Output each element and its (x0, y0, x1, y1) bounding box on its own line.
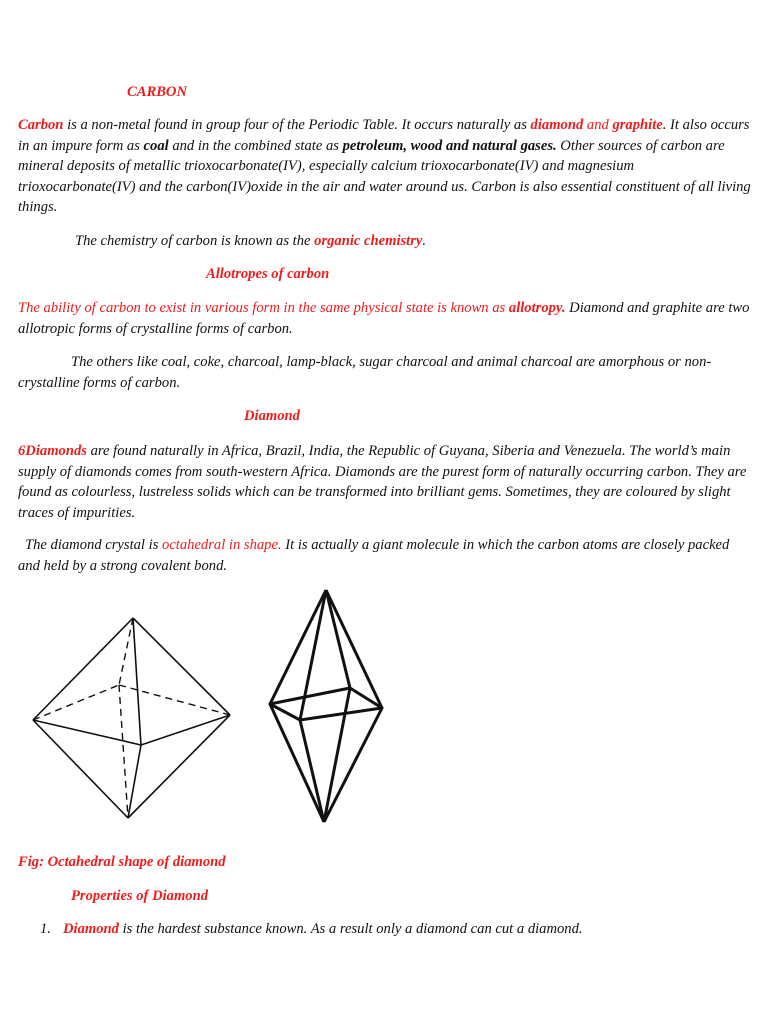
paragraph-amorphous: The others like coal, coke, charcoal, lamp-black, sugar charcoal and animal charcoal are amorphous or non-crystalline forms of carbon. (18, 354, 712, 391)
text: . (422, 233, 427, 249)
text: It is actually a giant molecule in which the carbon atoms are closely packed and held by a strong covalent bond. (18, 537, 730, 574)
term-petroleum: petroleum, wood and natural gases. (342, 137, 557, 154)
term-allotropy: allotropy. (508, 300, 566, 316)
term-coal: coal (143, 137, 169, 154)
term-carbon: Carbon (18, 117, 64, 133)
text: Other sources of carbon are mineral deposits of metallic trioxocarbonate(IV), especially calcium trioxocarbonate(IV) and magnesium trioxocarbonate(IV) and the carbon(IV)oxide in the air and water around us. Carbon is also essential constituent of all living things. (18, 137, 751, 215)
heading-properties: Properties of Diamond (71, 888, 209, 904)
paragraph-intro (18, 115, 753, 218)
figure-caption (18, 852, 753, 873)
paragraph-allotropy (18, 298, 753, 339)
text: and (583, 117, 613, 133)
term-graphite: graphite (612, 117, 663, 133)
text: The diamond crystal is (25, 537, 163, 553)
octahedron-figure-left (28, 612, 238, 824)
text: is the hardest substance known. As a result only a diamond can cut a diamond. (118, 921, 583, 937)
term-octahedral: octahedral in shape. (162, 537, 282, 553)
paragraph-crystal (18, 535, 753, 576)
text: is a non-metal found in group four of the Periodic Table. It occurs naturally as (63, 117, 531, 133)
caption-text: Fig: Octahedral shape of diamond (18, 854, 226, 870)
text: and in the combined state as (168, 137, 343, 154)
text: The chemistry of carbon is known as the (75, 233, 315, 249)
page-title: CARBON (127, 84, 188, 100)
octahedron-figure-right (262, 584, 390, 826)
text: . It also occurs in an impure form as (18, 117, 750, 154)
text: are found naturally in Africa, Brazil, India, the Republic of Guyana, Siberia and Venezuela. The world’s main supply of diamonds comes from south-western Africa. Diamonds are the purest form of naturally occurring carbon. They are found as colourless, lustreless solids which can be transformed into brilliant gems. Sometimes, they are coloured by slight traces of impurities. (18, 443, 747, 521)
paragraph-diamonds (18, 441, 753, 523)
term-diamonds: 6Diamonds (18, 443, 87, 459)
term-organic-chemistry: organic chemistry (314, 233, 423, 249)
list-item (40, 919, 755, 940)
text: Diamond and graphite are two allotropic forms of crystalline forms of carbon. (18, 300, 750, 337)
term-diamond: Diamond (63, 921, 119, 937)
list-number: 1. (40, 921, 51, 937)
heading-allotropes: Allotropes of carbon (206, 266, 330, 282)
paragraph-organic (75, 231, 755, 252)
text: The ability of carbon to exist in various form in the same physical state is known as (18, 300, 509, 316)
heading-diamond: Diamond (244, 408, 300, 424)
term-diamond: diamond (530, 117, 584, 133)
